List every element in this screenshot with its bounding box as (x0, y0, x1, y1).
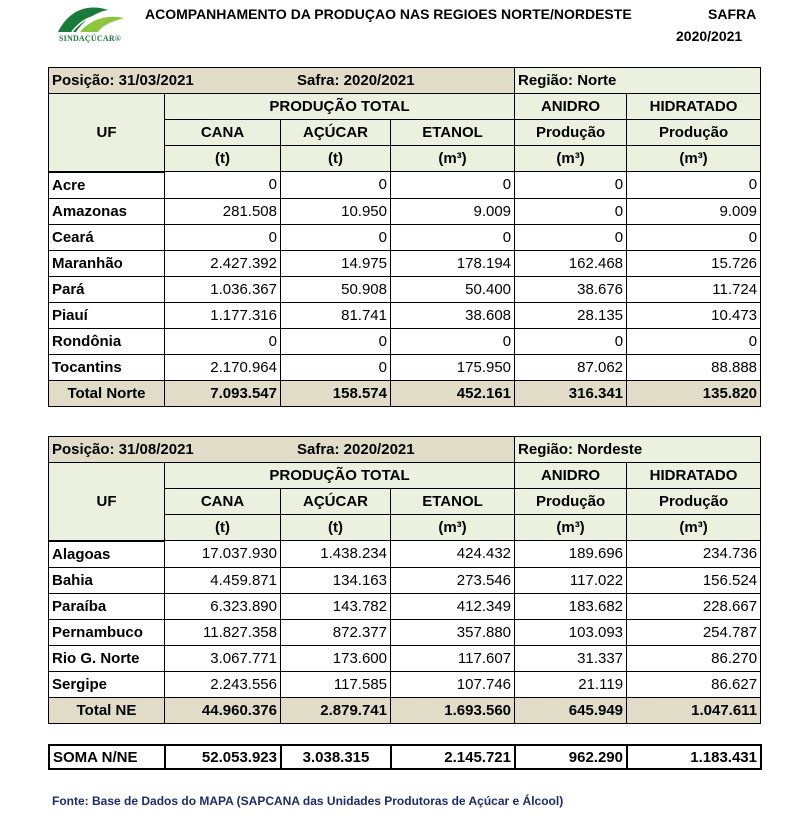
cell-etanol: 9.009 (391, 198, 515, 224)
soma-acucar: 3.038.315 (281, 745, 391, 769)
cell-uf: Acre (49, 172, 165, 199)
nordeste-header-row-1 (49, 463, 761, 489)
header-producao-anidro: Produção (515, 489, 627, 515)
cell-hidratado: 88.888 (627, 354, 761, 380)
total-anidro: 316.341 (515, 380, 627, 406)
norte-position-row (49, 68, 761, 94)
header-producao-hidratado: Produção (627, 120, 761, 146)
table-row (49, 619, 761, 645)
cell-etanol: 0 (391, 224, 515, 250)
header-producao-hidratado: Produção (627, 489, 761, 515)
cell-anidro: 87.062 (515, 354, 627, 380)
cell-hidratado: 228.667 (627, 593, 761, 619)
cell-etanol: 117.607 (391, 645, 515, 671)
cell-uf: Pará (49, 276, 165, 302)
norte-header-row-1 (49, 94, 761, 120)
cell-etanol: 175.950 (391, 354, 515, 380)
cell-cana: 0 (165, 224, 281, 250)
unit-etanol: (m³) (391, 146, 515, 172)
header-producao-total: PRODUÇÃO TOTAL (165, 94, 515, 120)
cell-etanol: 50.400 (391, 276, 515, 302)
cell-acucar: 50.908 (281, 276, 391, 302)
header-cana: CANA (165, 489, 281, 515)
cell-cana: 6.323.890 (165, 593, 281, 619)
page-title: ACOMPANHAMENTO DA PRODUÇAO NAS REGIOES NORTE/NORDESTE (145, 6, 632, 22)
nordeste-safra: Safra: 2020/2021 (297, 441, 415, 458)
cell-etanol: 412.349 (391, 593, 515, 619)
cell-acucar: 143.782 (281, 593, 391, 619)
leaf-icon (50, 4, 130, 34)
cell-hidratado: 15.726 (627, 250, 761, 276)
cell-uf: Rondônia (49, 328, 165, 354)
cell-anidro: 162.468 (515, 250, 627, 276)
cell-hidratado: 11.724 (627, 276, 761, 302)
cell-acucar: 134.163 (281, 567, 391, 593)
cell-anidro: 0 (515, 198, 627, 224)
header-cana: CANA (165, 120, 281, 146)
cell-uf: Rio G. Norte (49, 645, 165, 671)
norte-safra: Safra: 2020/2021 (297, 72, 415, 89)
cell-anidro: 38.676 (515, 276, 627, 302)
norte-position-cell (49, 68, 515, 94)
cell-acucar: 81.741 (281, 302, 391, 328)
unit-hidratado: (m³) (627, 515, 761, 541)
cell-uf: Paraíba (49, 593, 165, 619)
header-producao-anidro: Produção (515, 120, 627, 146)
source-note: Fonte: Base de Dados do MAPA (SAPCANA das Unidades Produtoras de Açúcar e Álcool) (52, 794, 564, 808)
cell-hidratado: 0 (627, 172, 761, 199)
cell-uf: Piauí (49, 302, 165, 328)
cell-cana: 1.177.316 (165, 302, 281, 328)
cell-uf: Maranhão (49, 250, 165, 276)
total-etanol: 452.161 (391, 380, 515, 406)
cell-anidro: 103.093 (515, 619, 627, 645)
nordeste-position-row (49, 437, 761, 463)
soma-table (48, 744, 762, 770)
unit-cana: (t) (165, 515, 281, 541)
soma-etanol: 2.145.721 (391, 745, 515, 769)
cell-uf: Alagoas (49, 541, 165, 568)
cell-cana: 0 (165, 328, 281, 354)
header-uf: UF (49, 463, 165, 541)
table-row (49, 328, 761, 354)
cell-cana: 17.037.930 (165, 541, 281, 568)
cell-uf: Tocantins (49, 354, 165, 380)
total-label: Total NE (49, 697, 165, 723)
table-row (49, 172, 761, 199)
header-hidratado: HIDRATADO (627, 94, 761, 120)
cell-acucar: 14.975 (281, 250, 391, 276)
header-acucar: AÇÚCAR (281, 120, 391, 146)
norte-posicao: Posição: 31/03/2021 (52, 72, 194, 89)
header-etanol: ETANOL (391, 489, 515, 515)
cell-anidro: 0 (515, 224, 627, 250)
cell-hidratado: 86.270 (627, 645, 761, 671)
soma-cana: 52.053.923 (165, 745, 281, 769)
nordeste-total-row (49, 697, 761, 723)
table-row (49, 541, 761, 568)
soma-label: SOMA N/NE (49, 745, 165, 769)
unit-cana: (t) (165, 146, 281, 172)
cell-cana: 4.459.871 (165, 567, 281, 593)
cell-cana: 2.427.392 (165, 250, 281, 276)
total-cana: 7.093.547 (165, 380, 281, 406)
total-anidro: 645.949 (515, 697, 627, 723)
cell-hidratado: 9.009 (627, 198, 761, 224)
table-row (49, 567, 761, 593)
cell-cana: 3.067.771 (165, 645, 281, 671)
table-row (49, 250, 761, 276)
cell-uf: Amazonas (49, 198, 165, 224)
total-label: Total Norte (49, 380, 165, 406)
table-row (49, 224, 761, 250)
cell-acucar: 872.377 (281, 619, 391, 645)
cell-acucar: 0 (281, 224, 391, 250)
cell-anidro: 0 (515, 172, 627, 199)
cell-anidro: 117.022 (515, 567, 627, 593)
norte-table (48, 67, 761, 407)
norte-regiao: Região: Norte (515, 68, 761, 94)
cell-etanol: 38.608 (391, 302, 515, 328)
cell-anidro: 28.135 (515, 302, 627, 328)
unit-hidratado: (m³) (627, 146, 761, 172)
cell-uf: Ceará (49, 224, 165, 250)
nordeste-data-body (49, 541, 761, 698)
cell-cana: 0 (165, 172, 281, 199)
nordeste-table (48, 436, 761, 724)
table-row (49, 354, 761, 380)
cell-etanol: 0 (391, 172, 515, 199)
nordeste-position-cell (49, 437, 515, 463)
safra-label: SAFRA (708, 6, 757, 22)
header-anidro: ANIDRO (515, 463, 627, 489)
soma-anidro: 962.290 (515, 745, 627, 769)
table-row (49, 593, 761, 619)
cell-cana: 2.170.964 (165, 354, 281, 380)
cell-etanol: 107.746 (391, 671, 515, 697)
nordeste-posicao: Posição: 31/08/2021 (52, 441, 194, 458)
soma-hidratado: 1.183.431 (627, 745, 761, 769)
cell-anidro: 189.696 (515, 541, 627, 568)
table-row (49, 276, 761, 302)
total-acucar: 158.574 (281, 380, 391, 406)
table-row (49, 645, 761, 671)
cell-cana: 11.827.358 (165, 619, 281, 645)
cell-hidratado: 156.524 (627, 567, 761, 593)
cell-cana: 281.508 (165, 198, 281, 224)
cell-hidratado: 0 (627, 224, 761, 250)
cell-etanol: 0 (391, 328, 515, 354)
nordeste-regiao: Região: Nordeste (515, 437, 761, 463)
header-hidratado: HIDRATADO (627, 463, 761, 489)
cell-hidratado: 234.736 (627, 541, 761, 568)
header-producao-total: PRODUÇÃO TOTAL (165, 463, 515, 489)
cell-acucar: 0 (281, 172, 391, 199)
cell-anidro: 21.119 (515, 671, 627, 697)
cell-hidratado: 86.627 (627, 671, 761, 697)
cell-hidratado: 0 (627, 328, 761, 354)
total-cana: 44.960.376 (165, 697, 281, 723)
soma-row (49, 745, 761, 769)
cell-hidratado: 10.473 (627, 302, 761, 328)
cell-anidro: 183.682 (515, 593, 627, 619)
norte-total-row (49, 380, 761, 406)
sindacucar-logo (50, 4, 130, 46)
cell-acucar: 0 (281, 354, 391, 380)
cell-uf: Sergipe (49, 671, 165, 697)
cell-uf: Bahia (49, 567, 165, 593)
total-hidratado: 135.820 (627, 380, 761, 406)
cell-etanol: 424.432 (391, 541, 515, 568)
safra-value: 2020/2021 (676, 28, 743, 44)
header-uf: UF (49, 94, 165, 172)
cell-etanol: 273.546 (391, 567, 515, 593)
logo-text: SINDAÇÚCAR® (59, 34, 121, 43)
cell-cana: 1.036.367 (165, 276, 281, 302)
cell-anidro: 0 (515, 328, 627, 354)
cell-uf: Pernambuco (49, 619, 165, 645)
header-acucar: AÇÚCAR (281, 489, 391, 515)
cell-acucar: 0 (281, 328, 391, 354)
cell-etanol: 178.194 (391, 250, 515, 276)
header-etanol: ETANOL (391, 120, 515, 146)
unit-anidro: (m³) (515, 515, 627, 541)
cell-acucar: 173.600 (281, 645, 391, 671)
header-anidro: ANIDRO (515, 94, 627, 120)
cell-etanol: 357.880 (391, 619, 515, 645)
unit-acucar: (t) (281, 146, 391, 172)
total-etanol: 1.693.560 (391, 697, 515, 723)
cell-anidro: 31.337 (515, 645, 627, 671)
cell-acucar: 1.438.234 (281, 541, 391, 568)
cell-acucar: 117.585 (281, 671, 391, 697)
table-row (49, 302, 761, 328)
cell-cana: 2.243.556 (165, 671, 281, 697)
total-hidratado: 1.047.611 (627, 697, 761, 723)
unit-acucar: (t) (281, 515, 391, 541)
norte-data-body (49, 172, 761, 381)
table-row (49, 671, 761, 697)
cell-acucar: 10.950 (281, 198, 391, 224)
table-row (49, 198, 761, 224)
unit-anidro: (m³) (515, 146, 627, 172)
total-acucar: 2.879.741 (281, 697, 391, 723)
unit-etanol: (m³) (391, 515, 515, 541)
cell-hidratado: 254.787 (627, 619, 761, 645)
